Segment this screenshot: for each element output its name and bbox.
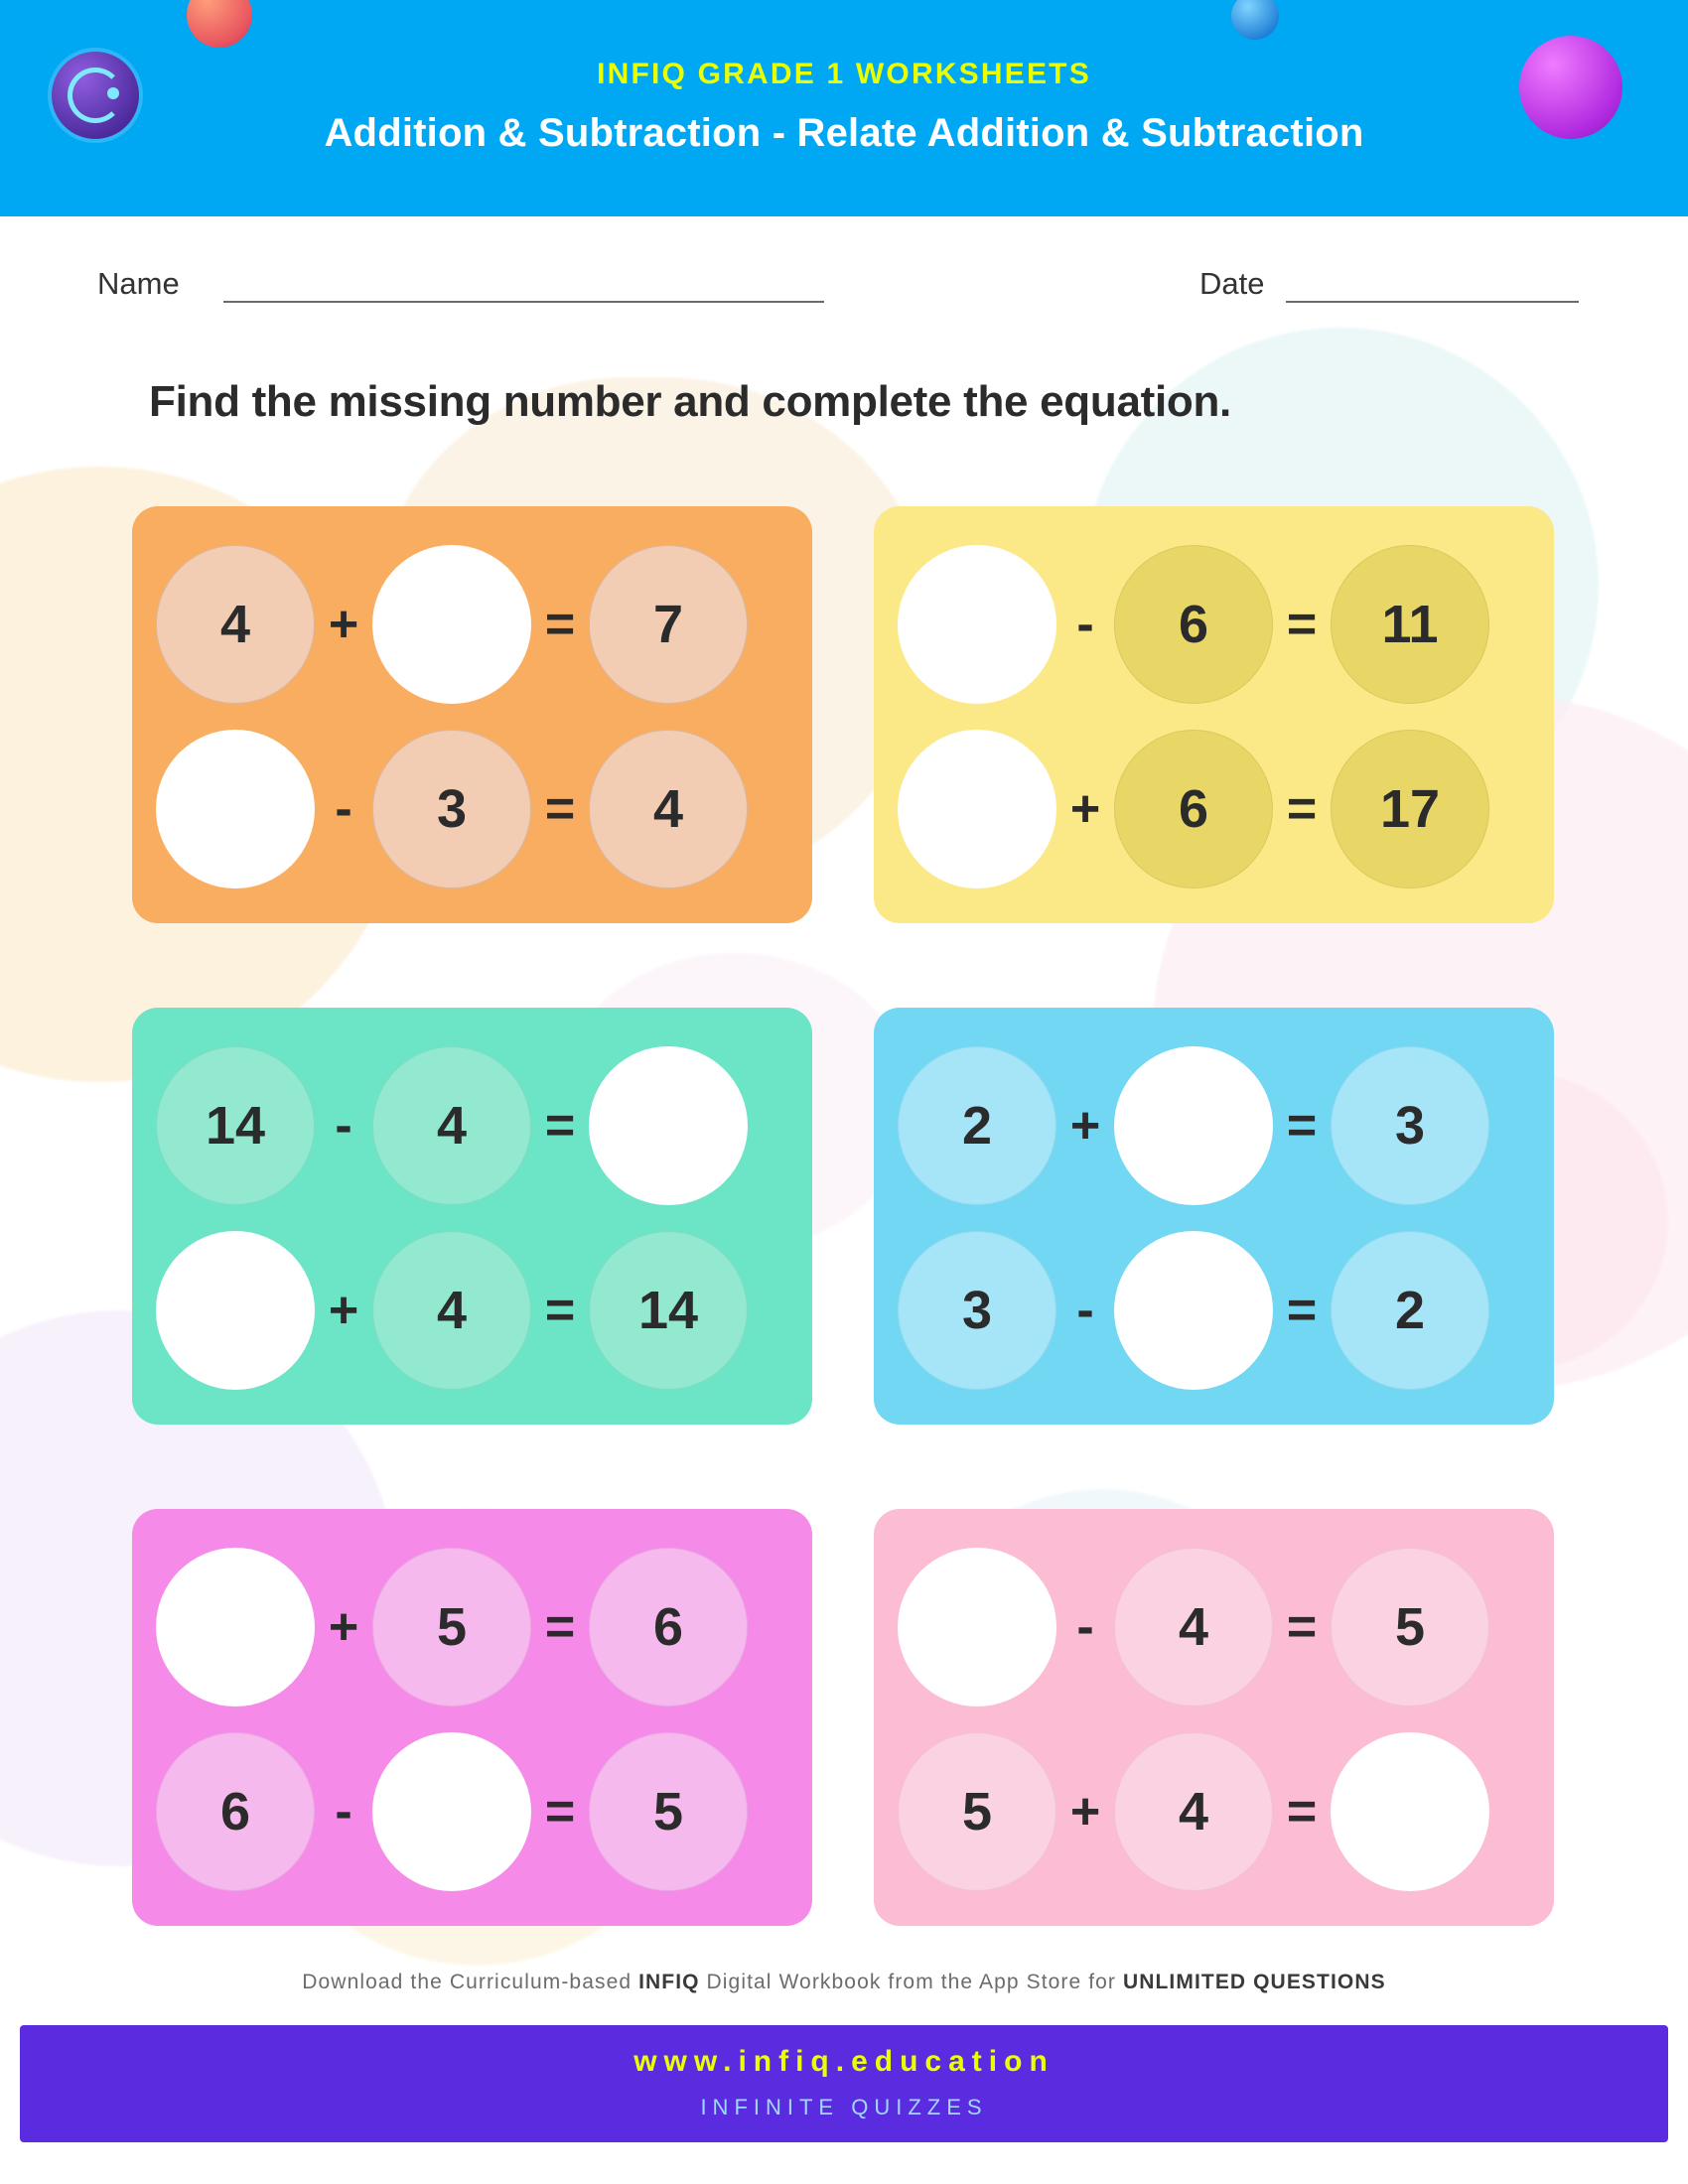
equation-row	[156, 1218, 788, 1403]
footer-note	[0, 1971, 1688, 1994]
equation-row	[156, 1719, 788, 1904]
operand-c: 6	[589, 1548, 748, 1706]
operand-c: 17	[1331, 730, 1489, 888]
operator: +	[328, 1598, 359, 1656]
footer-note-brand: INFIQ	[638, 1971, 700, 1993]
operand-b: 5	[372, 1548, 531, 1706]
equals-sign: =	[544, 596, 576, 653]
operand-b: 4	[1114, 1548, 1273, 1706]
operand-a: 14	[156, 1046, 315, 1205]
answer-blank[interactable]	[898, 1548, 1056, 1706]
operand-b: 4	[372, 1231, 531, 1390]
answer-blank[interactable]	[898, 545, 1056, 704]
equation-row	[898, 717, 1530, 901]
operand-b: 3	[372, 730, 531, 888]
answer-blank[interactable]	[372, 1732, 531, 1891]
answer-blank[interactable]	[1114, 1046, 1273, 1205]
answer-blank[interactable]	[1114, 1231, 1273, 1390]
instruction-text: Find the missing number and complete the equation.	[149, 377, 1231, 426]
equation-row	[156, 1033, 788, 1218]
equals-sign: =	[1286, 1783, 1318, 1841]
equals-sign: =	[1286, 780, 1318, 838]
operand-a: 3	[898, 1231, 1056, 1390]
equals-sign: =	[1286, 1598, 1318, 1656]
equals-sign: =	[544, 1282, 576, 1339]
date-label: Date	[1199, 266, 1265, 301]
equals-sign: =	[1286, 1282, 1318, 1339]
equals-sign: =	[544, 1598, 576, 1656]
answer-blank[interactable]	[1331, 1732, 1489, 1891]
operand-c: 5	[1331, 1548, 1489, 1706]
equals-sign: =	[1286, 596, 1318, 653]
brand-line: INFIQ GRADE 1 WORKSHEETS	[597, 58, 1091, 90]
equation-row	[156, 532, 788, 717]
answer-blank[interactable]	[898, 730, 1056, 888]
answer-blank[interactable]	[372, 545, 531, 704]
operator: +	[1069, 1097, 1101, 1155]
answer-blank[interactable]	[589, 1046, 748, 1205]
operator: -	[335, 780, 352, 838]
operator: +	[1069, 780, 1101, 838]
operand-b: 4	[1114, 1732, 1273, 1891]
answer-blank[interactable]	[156, 1548, 315, 1706]
operand-c: 14	[589, 1231, 748, 1390]
operand-a: 5	[898, 1732, 1056, 1891]
answer-blank[interactable]	[156, 1231, 315, 1390]
operand-c: 5	[589, 1732, 748, 1891]
answer-blank[interactable]	[156, 730, 315, 888]
date-input[interactable]	[1286, 301, 1579, 303]
equals-sign: =	[544, 1097, 576, 1155]
operand-b: 6	[1114, 730, 1273, 888]
equation-row	[898, 1033, 1530, 1218]
operator: -	[335, 1097, 352, 1155]
problem-card	[874, 1509, 1554, 1926]
name-label: Name	[97, 266, 180, 301]
operator: +	[328, 596, 359, 653]
problem-card	[874, 506, 1554, 923]
operand-c: 7	[589, 545, 748, 704]
footer-url[interactable]: www.infiq.education	[633, 2045, 1055, 2078]
equation-row	[156, 717, 788, 901]
operand-c: 3	[1331, 1046, 1489, 1205]
equation-row	[156, 1535, 788, 1719]
footer-tagline: INFINITE QUIZZES	[700, 2095, 988, 2119]
problem-card	[132, 1509, 812, 1926]
operand-c: 11	[1331, 545, 1489, 704]
footer-bar	[20, 2025, 1668, 2142]
operand-c: 2	[1331, 1231, 1489, 1390]
equation-row	[898, 1719, 1530, 1904]
operand-b: 6	[1114, 545, 1273, 704]
footer-note-strong: UNLIMITED QUESTIONS	[1122, 1971, 1386, 1993]
name-input[interactable]	[223, 301, 824, 303]
page-title: Addition & Subtraction - Relate Addition & Subtraction	[324, 111, 1364, 155]
equation-row	[898, 532, 1530, 717]
equals-sign: =	[1286, 1097, 1318, 1155]
operand-a: 4	[156, 545, 315, 704]
operand-b: 4	[372, 1046, 531, 1205]
equation-row	[898, 1218, 1530, 1403]
operand-a: 2	[898, 1046, 1056, 1205]
operand-a: 6	[156, 1732, 315, 1891]
operator: +	[1069, 1783, 1101, 1841]
equation-row	[898, 1535, 1530, 1719]
operator: -	[1076, 1598, 1094, 1656]
decorative-ball-purple	[1519, 36, 1622, 139]
operator: -	[1076, 1282, 1094, 1339]
problem-card	[132, 1008, 812, 1425]
operand-c: 4	[589, 730, 748, 888]
problem-card	[874, 1008, 1554, 1425]
equals-sign: =	[544, 1783, 576, 1841]
footer-note-pre: Download the Curriculum-based	[302, 1971, 639, 1993]
operator: -	[335, 1783, 352, 1841]
equals-sign: =	[544, 780, 576, 838]
operator: +	[328, 1282, 359, 1339]
footer-note-mid: Digital Workbook from the App Store for	[699, 1971, 1123, 1993]
page-header	[0, 0, 1688, 216]
problem-card	[132, 506, 812, 923]
operator: -	[1076, 596, 1094, 653]
